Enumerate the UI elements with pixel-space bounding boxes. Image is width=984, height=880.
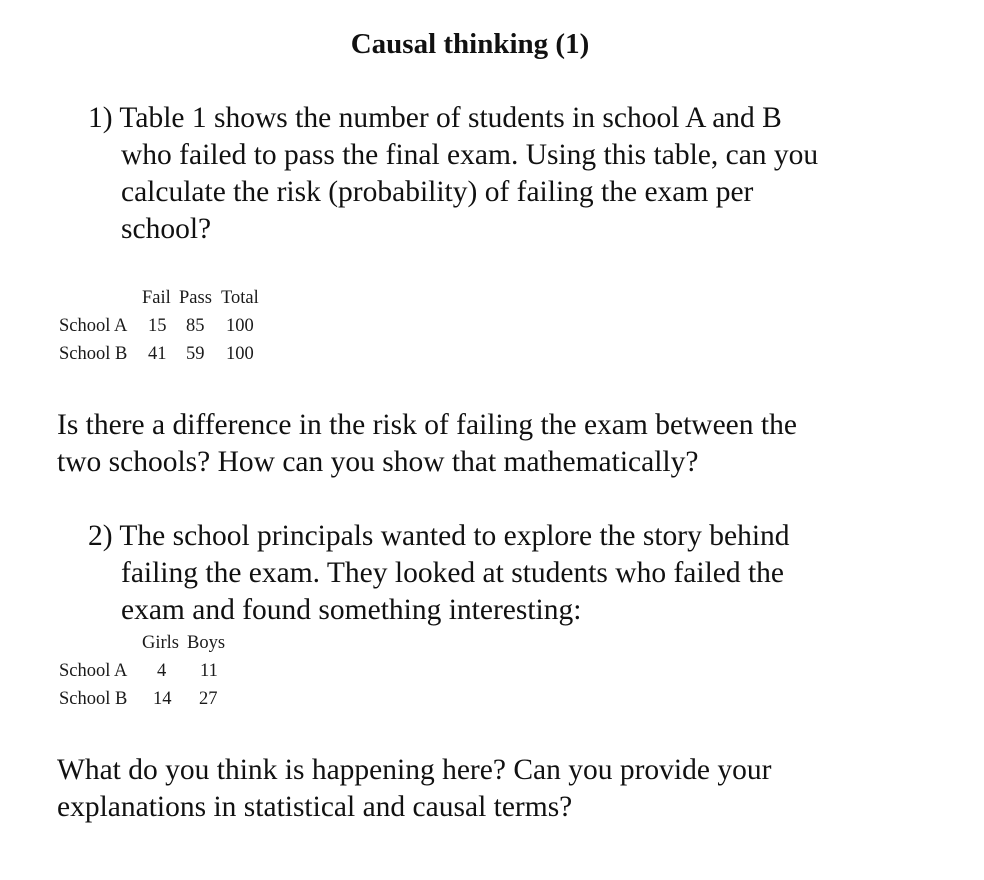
table-1-cell: 85 [186,316,205,336]
followup-1-line: Is there a difference in the risk of failing the exam between the [57,409,797,441]
question-2-line: exam and found something interesting: [121,594,582,626]
question-2-line: failing the exam. They looked at students who failed the [121,557,785,589]
question-1-line: calculate the risk (probability) of failing the exam per [121,176,754,208]
question-1-line: who failed to pass the final exam. Using this table, can you [121,139,819,171]
table-1-cell: 100 [226,344,254,364]
table-2-header-boys: Boys [187,633,226,653]
table-1-row-label: School A [59,316,128,336]
question-2-line: 2) The school principals wanted to explore the story behind [88,520,790,552]
table-2-row-label: School A [59,661,128,681]
table-2-row-label: School B [59,689,128,709]
question-1-line: 1) Table 1 shows the number of students in school A and B [88,102,782,134]
followup-2-line: What do you think is happening here? Can you provide your [57,754,772,786]
table-1-cell: 100 [226,316,254,336]
followup-1-line: two schools? How can you show that mathematically? [57,446,699,478]
table-2-cell: 14 [153,689,172,709]
table-1-cell: 59 [186,344,205,364]
table-1-cell: 41 [148,344,167,364]
table-1-header-pass: Pass [179,288,212,308]
table-1-cell: 15 [148,316,167,336]
page-title: Causal thinking (1) [350,28,590,60]
table-2-cell: 4 [157,661,167,681]
table-2-header-girls: Girls [142,633,179,653]
table-2-cell: 27 [199,689,218,709]
followup-2-line: explanations in statistical and causal terms? [57,791,573,823]
question-1-line: school? [121,213,212,245]
table-1-row-label: School B [59,344,128,364]
table-1-header-fail: Fail [142,288,171,308]
table-2-cell: 11 [200,661,218,681]
table-1-header-total: Total [221,288,259,308]
